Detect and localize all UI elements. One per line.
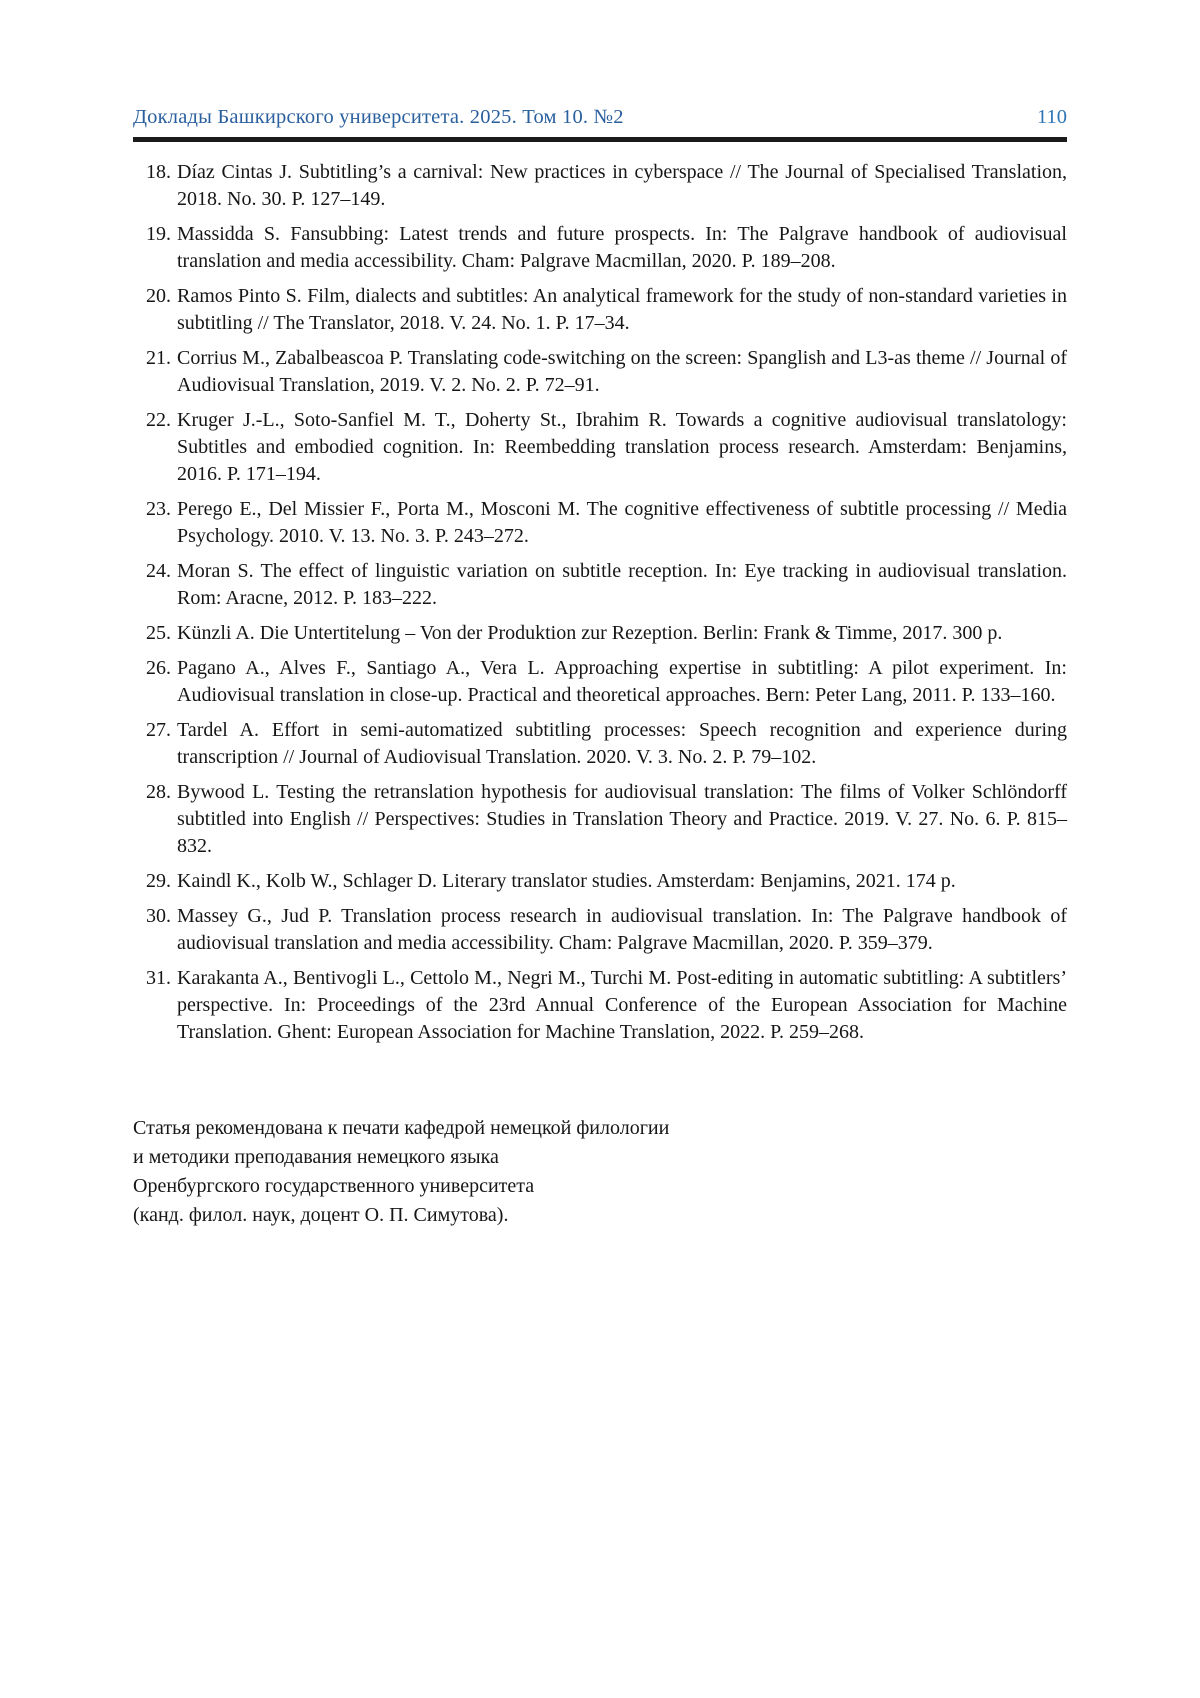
page-number: 110 [1037, 106, 1067, 128]
reference-number: 30. [146, 905, 171, 927]
reference-text: Perego E., Del Missier F., Porta M., Mosconi M. The cognitive effectiveness of subtitle processing // Media Psychology. 2010. V. 13. No. 3. P. 243–272. [177, 498, 1067, 547]
reference-text: Bywood L. Testing the retranslation hypothesis for audiovisual translation: The films of Volker Schlöndorff subtitled into English // Perspectives: Studies in Translation Theory and Practice. 2019. V. 27. No. 6. P. 815–832. [177, 781, 1067, 857]
page-content [133, 105, 1067, 1230]
recommendation-line-2: и методики преподавания немецкого языка [133, 1146, 499, 1168]
reference-item [133, 159, 1067, 213]
reference-item [133, 407, 1067, 488]
reference-item [133, 620, 1067, 647]
references-list [133, 159, 1067, 1046]
reference-item [133, 717, 1067, 771]
running-header [133, 105, 1067, 129]
reference-number: 20. [146, 285, 171, 307]
reference-number: 22. [146, 409, 171, 431]
reference-item [133, 345, 1067, 399]
reference-text: Massey G., Jud P. Translation process research in audiovisual translation. In: The Palgrave handbook of audiovisual translation and media accessibility. Cham: Palgrave Macmillan, 2020. P. 359–379. [177, 905, 1067, 954]
reference-text: Ramos Pinto S. Film, dialects and subtitles: An analytical framework for the study of non-standard varieties in subtitling // The Translator, 2018. V. 24. No. 1. P. 17–34. [177, 285, 1067, 334]
reference-item [133, 221, 1067, 275]
journal-title: Доклады Башкирского университета. 2025. Том 10. №2 [133, 106, 624, 128]
reference-text: Moran S. The effect of linguistic variation on subtitle reception. In: Eye tracking in audiovisual translation. Rom: Aracne, 2012. P. 183–222. [177, 560, 1067, 609]
reference-text: Pagano A., Alves F., Santiago A., Vera L. Approaching expertise in subtitling: A pilot experiment. In: Audiovisual translation in close-up. Practical and theoretical approaches. Bern: Peter Lang, 2011. P. 133–160. [177, 657, 1067, 706]
reference-number: 24. [146, 560, 171, 582]
recommendation-line-4: (канд. филол. наук, доцент О. П. Симутова). [133, 1204, 509, 1226]
reference-item [133, 655, 1067, 709]
reference-item [133, 558, 1067, 612]
reference-number: 25. [146, 622, 171, 644]
reference-number: 23. [146, 498, 171, 520]
reference-number: 29. [146, 870, 171, 892]
reference-text: Künzli A. Die Untertitelung – Von der Produktion zur Rezeption. Berlin: Frank & Timme, 2017. 300 p. [177, 622, 1003, 644]
reference-text: Corrius M., Zabalbeascoa P. Translating code-switching on the screen: Spanglish and L3-as theme // Journal of Audiovisual Translation, 2019. V. 2. No. 2. P. 72–91. [177, 347, 1067, 396]
reference-number: 21. [146, 347, 171, 369]
reference-text: Karakanta A., Bentivogli L., Cettolo M., Negri M., Turchi M. Post-editing in automatic subtitling: A subtitlers’ perspective. In: Proceedings of the 23rd Annual Conference of the European Association for Machine Translation. Ghent: European Association for Machine Translation, 2022. P. 259–268. [177, 967, 1067, 1043]
recommendation-line-3: Оренбургского государственного университета [133, 1175, 535, 1197]
reference-text: Massidda S. Fansubbing: Latest trends and future prospects. In: The Palgrave handbook of audiovisual translation and media accessibility. Cham: Palgrave Macmillan, 2020. P. 189–208. [177, 223, 1067, 272]
header-rule [133, 137, 1067, 142]
reference-text: Kruger J.-L., Soto-Sanfiel M. T., Doherty St., Ibrahim R. Towards a cognitive audiovisual translatology: Subtitles and embodied cognition. In: Reembedding translation process research. Amsterdam: Benjamins, 2016. P. 171–194. [177, 409, 1067, 485]
reference-item [133, 283, 1067, 337]
reference-number: 31. [146, 967, 171, 989]
recommendation-line-1: Статья рекомендована к печати кафедрой немецкой филологии [133, 1117, 670, 1139]
reference-item [133, 496, 1067, 550]
reference-item [133, 965, 1067, 1046]
reference-text: Kaindl K., Kolb W., Schlager D. Literary translator studies. Amsterdam: Benjamins, 2021. 174 p. [177, 870, 956, 892]
recommendation-note [133, 1114, 1067, 1230]
reference-text: Tardel A. Effort in semi-automatized subtitling processes: Speech recognition and experience during transcription // Journal of Audiovisual Translation. 2020. V. 3. No. 2. P. 79–102. [177, 719, 1067, 768]
reference-text: Díaz Cintas J. Subtitling’s a carnival: New practices in cyberspace // The Journal of Specialised Translation, 2018. No. 30. P. 127–149. [177, 161, 1067, 210]
reference-number: 26. [146, 657, 171, 679]
reference-item [133, 779, 1067, 860]
reference-number: 28. [146, 781, 171, 803]
reference-item [133, 868, 1067, 895]
reference-number: 18. [146, 161, 171, 183]
reference-item [133, 903, 1067, 957]
reference-number: 19. [146, 223, 171, 245]
reference-number: 27. [146, 719, 171, 741]
